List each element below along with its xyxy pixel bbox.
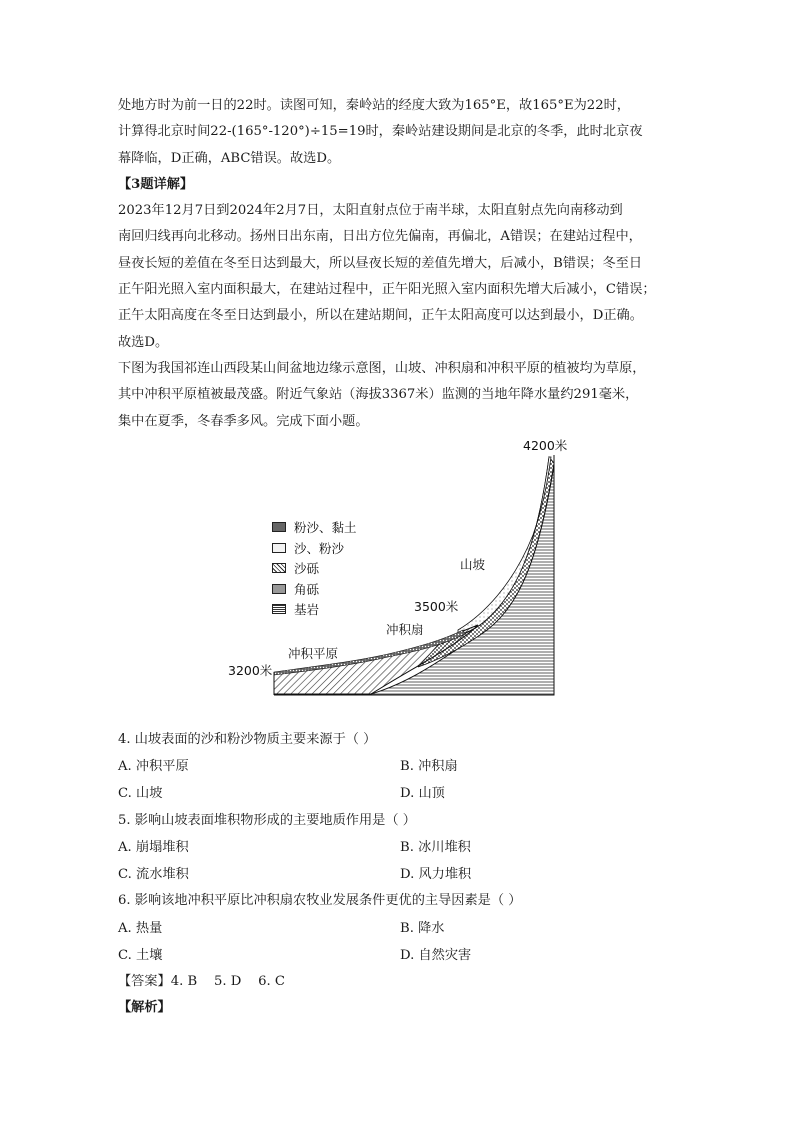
option-d[interactable]: D. 山顶	[400, 786, 445, 802]
option-row	[118, 834, 678, 861]
paragraph-line: 处地方时为前一日的22时。读图可知，秦岭站的经度大致为165°E，故165°E为22时，	[118, 98, 630, 113]
paragraph-line: 幕降临，D正确，ABC错误。故选D。	[118, 150, 341, 166]
option-d[interactable]: D. 风力堆积	[400, 867, 472, 883]
paragraph-line: 昼夜长短的差值在冬至日达到最大，所以昼夜长短的差值先增大，后减小，B错误；冬至日	[118, 255, 642, 271]
elevation-label-base: 3200米	[228, 662, 273, 678]
option-b[interactable]: B. 冲积扇	[400, 759, 458, 775]
paragraph-line: 集中在夏季，冬春季多风。完成下面小题。	[118, 413, 369, 429]
legend-item: 基岩	[272, 599, 357, 620]
paragraph-line: 其中冲积平原植被最茂盛。附近气象站（海拔3367米）监测的当地年降水量约291毫米，	[118, 387, 639, 403]
paragraph-line: 下图为我国祁连山西段某山间盆地边缘示意图，山坡、冲积扇和冲积平原的植被均为草原，	[118, 360, 646, 376]
plain-label: 冲积平原	[288, 645, 339, 661]
legend-item: 角砾	[272, 578, 357, 599]
breccia-swatch	[272, 584, 286, 594]
option-a[interactable]: A. 崩塌堆积	[118, 839, 189, 855]
slope-label: 山坡	[460, 556, 486, 572]
legend	[272, 517, 357, 620]
question-stem: 5. 影响山坡表面堆积物形成的主要地质作用是（ ）	[118, 812, 416, 828]
sand-swatch	[272, 543, 286, 553]
legend-item: 粉沙、黏土	[272, 517, 357, 538]
option-row	[118, 915, 678, 942]
legend-item: 沙、粉沙	[272, 537, 357, 558]
bedrock-swatch	[272, 604, 286, 614]
option-b[interactable]: B. 降水	[400, 920, 445, 936]
question-stem: 6. 影响该地冲积平原比冲积扇农牧业发展条件更优的主导因素是（ ）	[118, 893, 522, 909]
option-c[interactable]: C. 流水堆积	[118, 867, 189, 883]
cross-section-figure	[118, 435, 678, 727]
option-row	[118, 942, 678, 969]
option-b[interactable]: B. 冰川堆积	[400, 839, 471, 855]
option-d[interactable]: D. 自然灾害	[400, 947, 472, 963]
paragraph-line: 正午太阳高度在冬至日达到最小，所以在建站期间，正午太阳高度可以达到最小，D正确。	[118, 308, 643, 324]
gravel-swatch	[272, 563, 286, 573]
elevation-label-top: 4200米	[523, 437, 568, 453]
paragraph-line: 计算得北京时间22-(165°-120°)÷15=19时，秦岭站建设期间是北京的冬季，此时北京夜	[118, 124, 643, 140]
paragraph-line: 故选D。	[118, 334, 169, 350]
cross-section-diagram	[118, 435, 678, 727]
paragraph-line: 正午阳光照入室内面积最大，在建站过程中，正午阳光照入室内面积先增大后减小，C错误；	[118, 282, 656, 298]
option-row	[118, 780, 678, 807]
section-heading-q3: 【3题详解】	[118, 176, 194, 192]
analysis-heading: 【解析】	[118, 1000, 171, 1016]
paragraph-line: 2023年12月7日到2024年2月7日，太阳直射点位于南半球，太阳直射点先向南移动到	[118, 203, 623, 219]
option-row	[118, 753, 678, 780]
elevation-label-mid: 3500米	[414, 598, 459, 614]
answer-line: 【答案】4. B 5. D 6. C	[118, 973, 285, 989]
fan-label: 冲积扇	[386, 621, 424, 637]
option-c[interactable]: C. 土壤	[118, 947, 163, 963]
option-a[interactable]: A. 冲积平原	[118, 759, 189, 775]
paragraph-line: 南回归线再向北移动。扬州日出东南，日出方位先偏南，再偏北，A错误；在建站过程中，	[118, 229, 642, 245]
question-stem: 4. 山坡表面的沙和粉沙物质主要来源于（ ）	[118, 731, 377, 747]
option-a[interactable]: A. 热量	[118, 920, 163, 936]
legend-item: 沙砾	[272, 558, 357, 579]
option-row	[118, 861, 678, 888]
document-page	[118, 93, 678, 1022]
option-c[interactable]: C. 山坡	[118, 786, 163, 802]
silt-clay-swatch	[272, 522, 286, 532]
